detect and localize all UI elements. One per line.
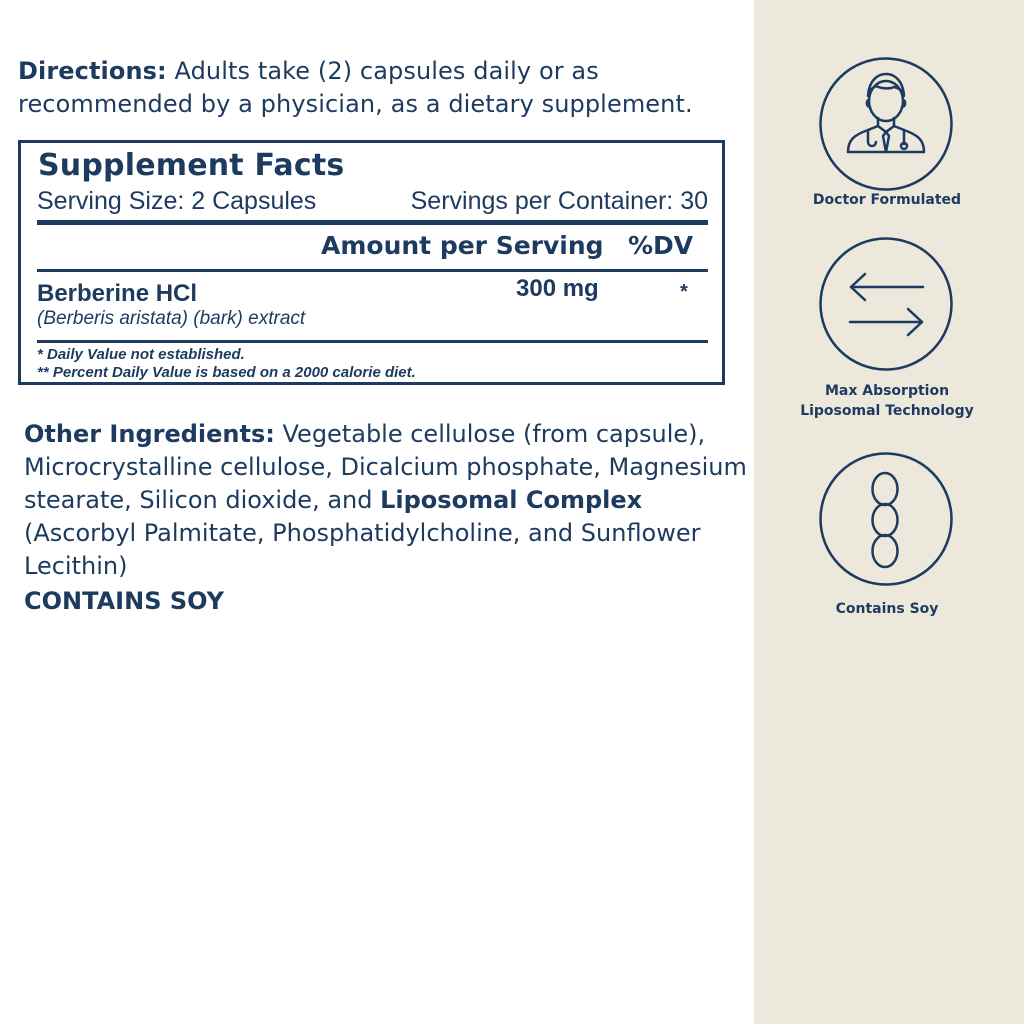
directions-text <box>18 55 738 121</box>
ingredient-description: (Berberis aristata) (bark) extract <box>37 308 306 329</box>
supplement-facts-panel <box>18 140 725 385</box>
supplement-facts-title: Supplement Facts <box>38 148 345 183</box>
allergen-statement: CONTAINS SOY <box>24 587 225 615</box>
feature-label-doctor: Doctor Formulated <box>812 192 962 208</box>
ingredient-amount: 300 mg <box>516 275 599 302</box>
ingredient-name: Berberine HCl <box>37 280 198 307</box>
amount-per-serving-header: Amount per Serving <box>321 231 604 260</box>
daily-value-header: %DV <box>628 231 694 260</box>
feature-label-absorption: Max Absorption Liposomal Technology <box>800 383 974 419</box>
liposomal-complex-label: Liposomal Complex <box>380 486 643 514</box>
liposomal-complex-list: (Ascorbyl Palmitate, Phosphatidylcholine, and Sunflower Lecithin) <box>24 519 701 580</box>
directions-label: Directions: <box>18 57 167 85</box>
other-ingredients-label: Other Ingredients: <box>24 420 275 448</box>
serving-size: Serving Size: 2 Capsules <box>37 187 317 215</box>
ingredient-divider <box>37 340 708 343</box>
ingredient-daily-value: * <box>680 281 688 303</box>
header-divider <box>37 269 708 272</box>
soy-icon <box>818 451 954 587</box>
servings-per-container: Servings per Container: 30 <box>410 187 708 215</box>
footnote-daily-value: * Daily Value not established. <box>37 346 245 363</box>
directions-body: Adults take (2) capsules daily or as recommended by a physician, as a dietary supplement. <box>18 57 693 118</box>
exchange-arrows-icon <box>818 236 954 372</box>
feature-label-soy: Contains Soy <box>835 601 939 617</box>
thick-divider <box>37 220 708 225</box>
footnote-calorie-diet: ** Percent Daily Value is based on a 2000 calorie diet. <box>37 364 416 381</box>
other-ingredients-list: Vegetable cellulose (from capsule), Microcrystalline cellulose, Dicalcium phosphate, Magnesium stearate, Silicon dioxide, and <box>24 420 747 514</box>
other-ingredients-text <box>24 418 749 583</box>
doctor-icon <box>818 56 954 192</box>
